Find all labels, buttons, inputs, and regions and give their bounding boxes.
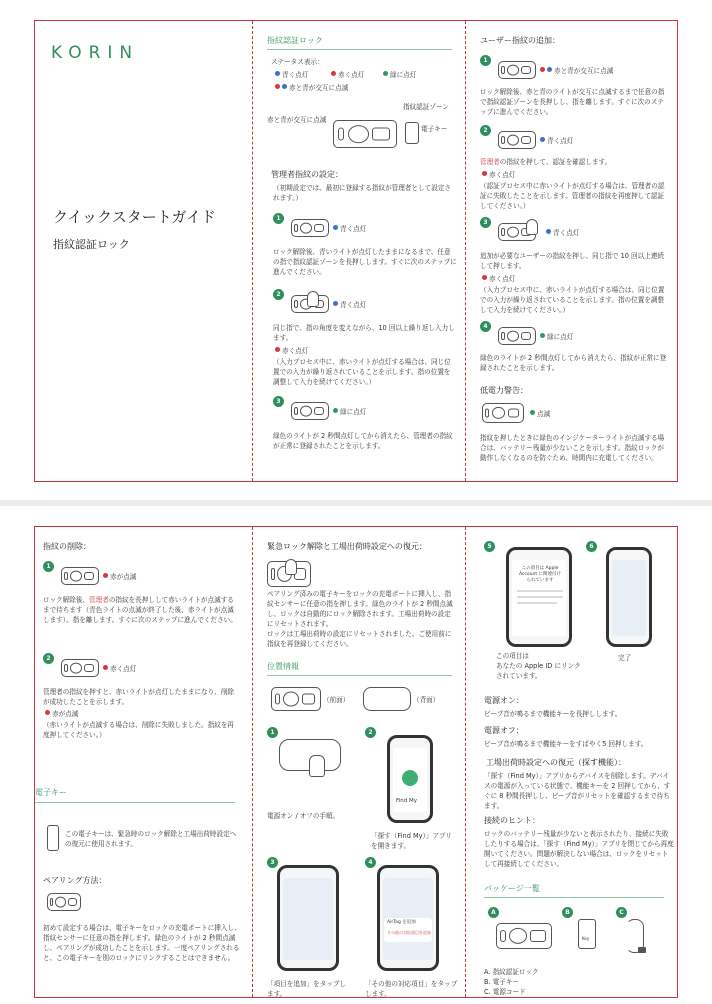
user-step1-light: 赤と青が交互に点滅	[540, 66, 613, 76]
user-step4-light: 緑に点灯	[540, 332, 573, 342]
status-green: 緑に点灯	[383, 70, 416, 80]
reset-heading: 工場出荷時設定への復元（探す機能）：	[486, 758, 626, 767]
guide-subtitle: 指紋認証ロック	[53, 238, 130, 251]
reset-text: 「探す（Find My）」アプリからデバイスを削除します。デバイスの電源が入っている状態で、機能キーを 2 回押してから、すぐに 8 秒間長押しし、ビープ音がリセットを確認するまで待ちます。	[484, 772, 671, 810]
step5-text-c: されています。	[496, 672, 542, 680]
lock-diagram	[333, 120, 397, 148]
status-alternate: 赤と青が交互に点滅	[275, 83, 348, 93]
find-my-screen-label: Find My	[396, 798, 418, 804]
step-badge: 5	[484, 541, 495, 552]
finger-icon	[285, 559, 297, 575]
delete-step1-light: 赤が点滅	[103, 572, 136, 582]
red-dot-icon	[331, 71, 336, 76]
heading-underline	[35, 802, 235, 803]
package-item-c: C. 電源コード	[484, 988, 526, 996]
user-step2-light: 青く点灯	[540, 136, 573, 146]
lock-icon	[61, 567, 99, 585]
guide-page-1	[0, 0, 712, 500]
step-badge: 1	[480, 55, 491, 66]
emergency-heading: 緊急ロック解除と工場出荷時設定への復元：	[267, 542, 427, 551]
battery-light: 点滅	[530, 409, 550, 419]
phone-screen	[387, 735, 433, 823]
emergency-text1: ペアリング済みの電子キーをロックの充電ポートに挿入し、指紋センサーに任意の指を押します。緑色のライトが 2 秒間点滅し、ロックは自動的にロック解除されます。工場出荷時の設定にリセットされます。	[267, 590, 453, 628]
admin-step3-light: 緑に点灯	[333, 407, 366, 417]
step5-text-b: あなたの Apple ID にリンク	[496, 662, 581, 670]
user-step3-light: 青く点灯	[546, 228, 579, 238]
electronic-key-icon	[405, 122, 419, 144]
step-badge: 1	[267, 727, 278, 738]
step-badge: 2	[273, 289, 284, 300]
ekey-heading: 電子キー	[35, 788, 67, 797]
status-blue: 青く点灯	[275, 70, 308, 80]
guide-title: クイックスタートガイド	[53, 208, 216, 226]
status-red: 赤く点灯	[331, 70, 364, 80]
user-heading: ユーザー指紋の追加：	[480, 36, 560, 45]
step-badge: 1	[43, 561, 54, 572]
lock-back-view	[363, 687, 411, 711]
delete-step1-text: ロック解除後、管理者の指紋を長押しして赤いライトが点滅するまで待ちます（青色ライトの点滅が終了した後、赤ライトが点滅します）。指を離します。すぐに次のステップに進んでください。	[43, 596, 237, 624]
package-heading: パッケージ一覧	[484, 884, 540, 893]
blue-dot-icon	[275, 71, 280, 76]
step-badge: 1	[273, 213, 284, 224]
heading-underline	[267, 49, 452, 50]
ekey-text: この電子キーは、緊急時のロック解除と工場出荷時設定への復元に使用されます。	[65, 830, 237, 848]
power-off-heading: 電源オフ：	[484, 726, 524, 735]
lock-icon	[498, 61, 536, 79]
status-label: ステータス表示：	[271, 58, 324, 66]
brand-logo: KORIN	[51, 43, 140, 63]
package-item-a: A. 指紋認証ロック	[484, 968, 539, 976]
red-dot-icon	[103, 665, 108, 670]
lock-icon	[291, 402, 329, 420]
finger-icon	[526, 219, 538, 235]
diagram-label-key: 電子キー	[421, 125, 448, 133]
user-step2-note: （認証プロセス中に赤いライトが点灯する場合は、管理者の認証に失敗したことを示します。管理者の指紋を再度押して認証してください。）	[480, 182, 665, 210]
user-step2-text: 管理者の指紋を押して、認証を確認します。	[480, 158, 612, 166]
delete-heading: 指紋の削除：	[43, 542, 91, 551]
phone-screen	[506, 547, 572, 647]
lock-column	[252, 21, 465, 481]
diagram-label-zone: 指紋認証ゾーン	[403, 103, 450, 111]
admin-step2-text: 同じ指で、指の角度を変えながら、10 回以上繰り返し入力します。	[273, 324, 455, 342]
red-dot-icon	[540, 67, 545, 72]
green-dot-icon	[333, 408, 338, 413]
step6-text: 完了	[618, 654, 632, 662]
location-step2-text: 「探す（Find My）」アプリを開きます。	[371, 832, 452, 850]
location-step4-text: 「その他の対応項目」をタップします。	[365, 980, 458, 998]
green-dot-icon	[383, 71, 388, 76]
admin-step1-light: 青く点灯	[333, 224, 366, 234]
red-dot-icon	[275, 347, 280, 352]
user-step3-text: 追加が必要なユーザーの指紋を押し、同じ指で 10 回以上連続して押します。	[480, 252, 665, 270]
lock-icon	[498, 327, 536, 345]
step-badge: 2	[43, 653, 54, 664]
package-badge: A	[488, 907, 499, 918]
lock-heading: 指紋認証ロック	[267, 36, 323, 45]
package-lock	[496, 923, 552, 949]
user-step1-text: ロック解除後、赤と青のライトが交互に点滅するまで任意の指で指紋認証ゾーンを長押しし、指を離します。すぐに次のステップに進んでください。	[480, 88, 665, 116]
airtag-dialog: AirTag を追加 その他の対応項目を追加	[384, 918, 432, 942]
tips-heading: 接続のヒント：	[484, 816, 540, 825]
red-dot-icon	[482, 275, 487, 280]
step-badge: 2	[480, 125, 491, 136]
blue-dot-icon	[282, 84, 287, 89]
phone-screen	[277, 865, 339, 971]
red-dot-icon	[275, 84, 280, 89]
blue-dot-icon	[333, 301, 338, 306]
front-label: （前面）	[323, 696, 350, 704]
delete-step2-note: （赤いライトが点滅する場合は、削除に失敗しました。指紋を再度押してください。）	[43, 721, 235, 739]
step5-text-a: この項目は	[496, 652, 529, 660]
back-label: （背面）	[413, 696, 440, 704]
step-badge: 3	[267, 857, 278, 868]
guide-page-2	[0, 506, 712, 1004]
admin-step2-note: （入力プロセス中に、赤いライトが点灯する場合は、同じ位置での入力が繰り返されていることを示します。指の位置を調整して入力を続けてください。）	[273, 358, 451, 386]
lock-icon	[482, 403, 524, 423]
tips-text: ロックのバッテリー残量が少ないと表示されたり、接続に失敗したりする場合は、「探す（Find My）」アプリを閉じてから再度開いてください。問題が解決しない場合は、ロックをリセットして再接続してください。	[484, 830, 674, 868]
power-off-text: ビープ音が鳴るまで機能キーをすばやく5 回押します。	[484, 740, 648, 748]
admin-step1-text: ロック解除後、青いライトが点灯したままになるまで、任意の指で指紋認証ゾーンを長押しします。すぐに次のステップに進んでください。	[273, 248, 457, 276]
delete-column	[35, 527, 252, 997]
diagram-label-alternate: 赤と青が交互に点滅	[267, 116, 327, 124]
blue-dot-icon	[547, 67, 552, 72]
power-column	[465, 527, 677, 997]
battery-text: 指紋を押したときに緑色のインジケーターライトが点滅する場合は、バッテリー残量が少ないことを示します。指紋ロックが動作しなくなるのを防ぐため、時間内に充電してください。	[480, 434, 665, 462]
lock-icon	[498, 131, 536, 149]
electronic-key-icon	[47, 825, 59, 851]
admin-step2-red: 赤く点灯	[275, 346, 308, 356]
location-step1-text: 電源オン / オフの手順。	[267, 812, 340, 820]
package-badge: B	[562, 907, 573, 918]
green-dot-icon	[530, 410, 535, 415]
delete-step2-light: 赤く点灯	[103, 664, 136, 674]
pairing-heading: ペアリング方法：	[43, 876, 107, 885]
user-step2-red: 赤く点灯	[482, 170, 515, 180]
blue-dot-icon	[546, 229, 551, 234]
heading-underline	[484, 897, 664, 898]
lock-icon	[61, 659, 99, 677]
user-column	[465, 21, 677, 481]
power-on-heading: 電源オン：	[484, 696, 524, 705]
finger-icon	[309, 755, 325, 777]
delete-step2-text: 管理者の指紋を押すと、赤いライトが点灯したままになり、削除が成功したことを示します。	[43, 688, 235, 706]
step-badge: 4	[480, 321, 491, 332]
step-badge: 2	[365, 727, 376, 738]
lock-icon	[291, 219, 329, 237]
power-on-text: ビープ音が鳴るまで機能キーを長押しします。	[484, 710, 622, 718]
cable-connector-icon	[638, 947, 646, 953]
page-2-frame	[34, 526, 678, 998]
cover-column	[35, 21, 252, 481]
step-badge: 6	[586, 541, 597, 552]
red-dot-icon	[103, 573, 108, 578]
user-step4-text: 緑色のライトが 2 秒間点灯してから消えたら、指紋が正常に登録されたことを示します。	[480, 354, 667, 372]
lock-front-view	[271, 687, 321, 711]
red-dot-icon	[45, 710, 50, 715]
find-my-app-icon	[402, 770, 418, 786]
battery-heading: 低電力警告：	[480, 386, 528, 395]
red-dot-icon	[482, 171, 487, 176]
step-badge: 4	[365, 857, 376, 868]
step-badge: 3	[480, 217, 491, 228]
page-1-frame	[34, 20, 678, 482]
emergency-column	[252, 527, 465, 997]
admin-intro: （初期設定では、最初に登録する指紋が管理者として設定されます。）	[273, 184, 452, 202]
user-step3-red: 赤く点灯	[482, 274, 515, 284]
step-badge: 3	[273, 396, 284, 407]
blue-dot-icon	[540, 137, 545, 142]
emergency-text2: ロックは工場出荷時の設定にリセットされました。ご使用前に指紋を再登録してください。	[267, 630, 452, 648]
package-electronic-key: Key	[578, 919, 596, 949]
location-step3-text: 「項目を追加」をタップします。	[267, 980, 347, 998]
finger-icon	[307, 291, 319, 307]
blue-dot-icon	[333, 225, 338, 230]
green-dot-icon	[540, 333, 545, 338]
delete-step2-red: 赤が点滅	[45, 709, 78, 719]
admin-step2-light: 青く点灯	[333, 300, 366, 310]
admin-step3-text: 緑色のライトが 2 秒間点灯してから消えたら、管理者の指紋が正常に登録されたことを示します。	[273, 432, 453, 450]
admin-heading: 管理者指紋の設定：	[271, 170, 343, 179]
phone-screen	[377, 865, 439, 971]
heading-underline	[267, 675, 452, 676]
location-heading: 位置情報	[267, 662, 299, 671]
apple-account-screen-title: この項目は Apple Account に関連付けられています	[518, 566, 562, 583]
package-item-b: B. 電子キー	[484, 978, 520, 986]
pairing-text: 初めて設定する場合は、電子キーをロックの充電ポートに挿入し、指紋センサーに任意の指を押します。緑色のライトが 2 秒間点滅し、ペアリングが成功したことを示します。一度ペアリングされると、この電子キーを別のロックにリンクすることはできません。	[43, 924, 241, 962]
user-step3-note: （入力プロセス中に、赤いライトが点灯する場合は、同じ位置での入力が繰り返されていることを示します。指の位置を調整して入力を続けてください。）	[480, 286, 665, 314]
phone-screen	[606, 547, 652, 647]
package-badge: C	[616, 907, 627, 918]
lock-icon	[47, 893, 81, 911]
